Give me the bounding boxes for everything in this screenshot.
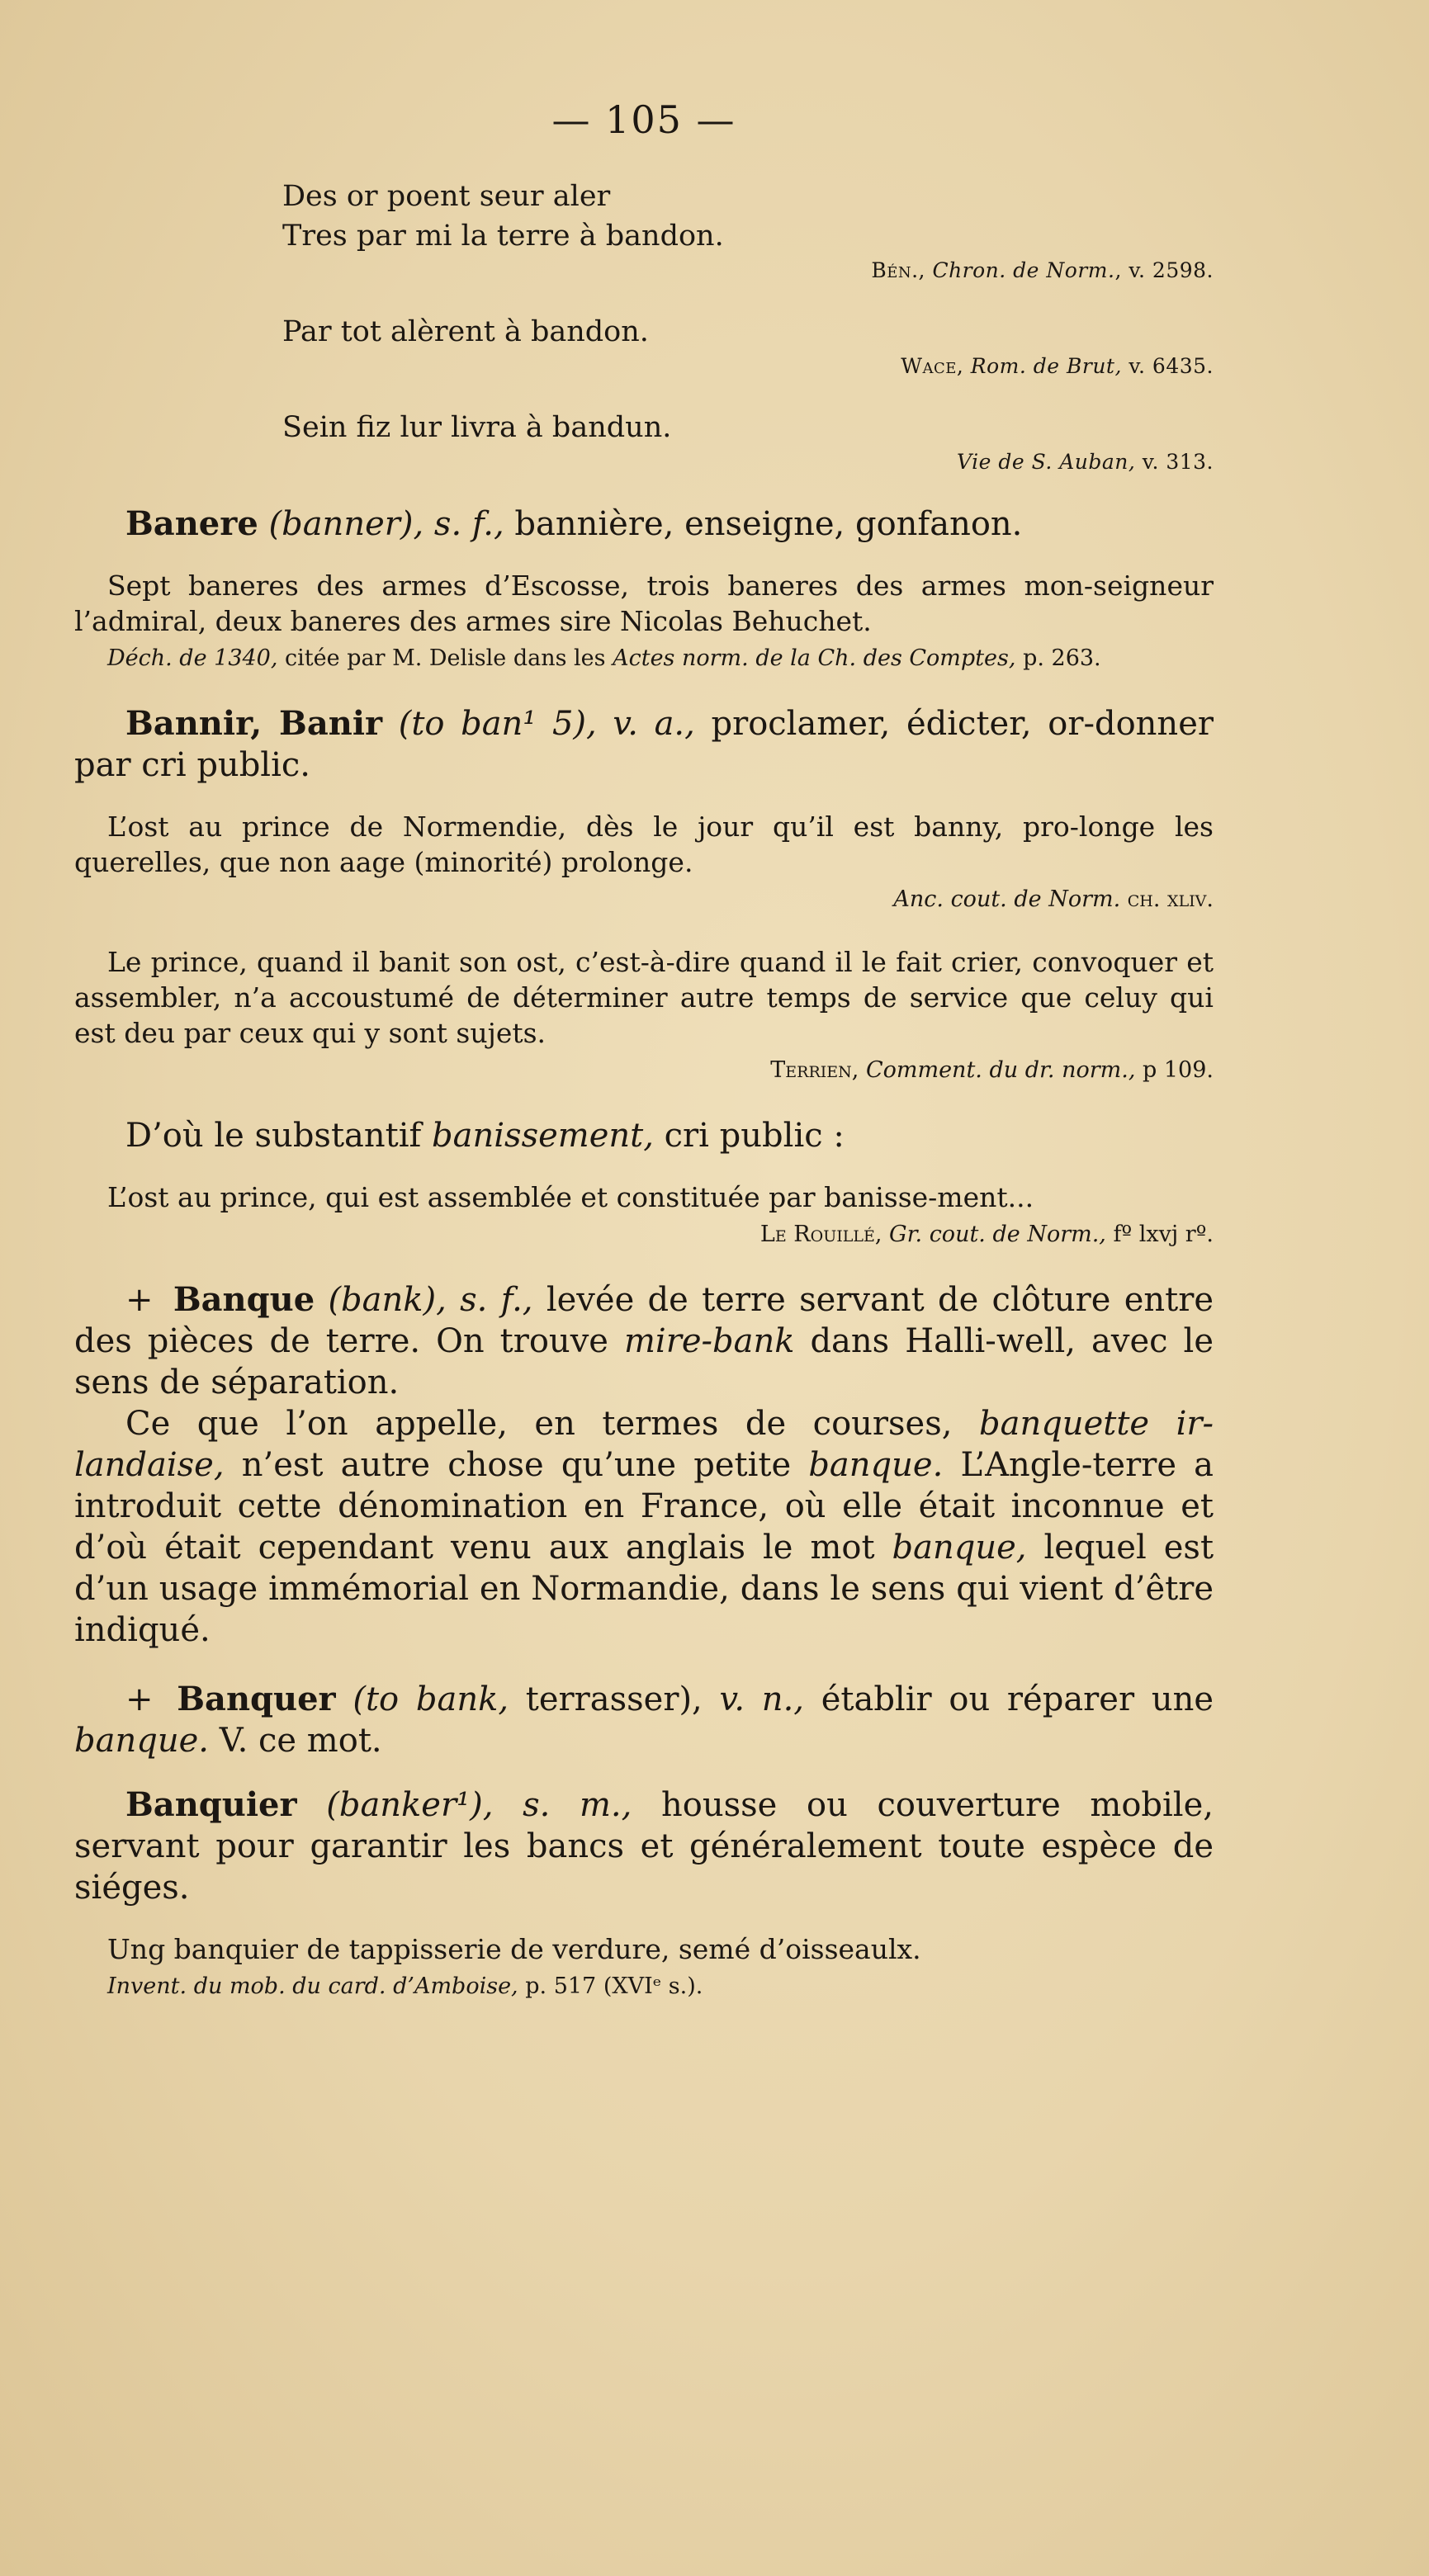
entry-banquier [74, 1784, 1214, 1908]
source-ref: p. 263. [1023, 645, 1101, 671]
source-ref: p. 517 (XVIᵉ s.). [525, 1973, 703, 1999]
entry-banque [74, 1279, 1214, 1403]
headword: Bannir, Banir [125, 704, 383, 743]
citation-source [74, 1972, 1214, 2002]
para-text: n’est autre chose qu’une petite [241, 1446, 792, 1484]
source-mid: citée par M. Delisle dans les [285, 645, 606, 671]
source-ref: p 109. [1143, 1057, 1214, 1083]
verse-source: Bén., Chron. de Norm., v. 2598. [871, 258, 1214, 282]
variant-form: mire-bank [623, 1322, 795, 1360]
definition-pre: établir ou réparer une [821, 1680, 1214, 1718]
headword: Banquier [125, 1785, 297, 1824]
verse-source [74, 447, 1214, 477]
page-number: — 105 — [551, 97, 736, 142]
verse-quote [282, 312, 1214, 352]
text-pre: D’où le substantif [125, 1117, 422, 1155]
entry-banque-paragraph [74, 1403, 1214, 1651]
verse-line: Par tot alèrent à bandon. [282, 315, 649, 348]
source-ref: fº lxvj rº. [1113, 1222, 1214, 1247]
source-title: Actes norm. de la Ch. des Comptes, [613, 645, 1016, 671]
citation-quote: L’ost au prince de Normendie, dès le jour qu’il est banny, pro-longe les querelles, que non aage (minorité) prolonge. [74, 811, 1214, 878]
term: banque, [892, 1529, 1027, 1567]
term: banque. [74, 1722, 209, 1760]
definition-post: dans Halli-well, avec le sens de séparation. [74, 1322, 1214, 1401]
term: banquette ir-landaise, [74, 1405, 1214, 1484]
entry-banissement [74, 1115, 1214, 1156]
source-ref: v. 313. [1142, 450, 1214, 474]
part-of-speech: s. f., [433, 505, 504, 543]
citation-source [74, 644, 1214, 674]
citation-quote: Le prince, quand il banit son ost, c’est-à-dire quand il le fait crier, convoquer et assembler, n’a accoustumé de déterminer autre temps de service que celuy qui est deu par ceux qui y sont sujets. [74, 946, 1214, 1049]
source-title: Chron. de Norm. [932, 258, 1115, 282]
definition-post: V. ce mot. [219, 1722, 382, 1760]
citation-quote: Ung banquier de tappisserie de verdure, semé d’oisseaulx. [107, 1933, 921, 1965]
source-author: Terrien, [770, 1057, 859, 1083]
source-author: Bén. [871, 258, 919, 282]
source-author: Wace, [901, 354, 964, 378]
plus-marker: + [125, 1281, 154, 1319]
source-title: Rom. de Brut, [970, 354, 1122, 378]
para-text: lequel est d’un usage immémorial en Normandie, dans le sens qui vient d’être indiqué. [74, 1529, 1214, 1649]
headword: Banere [125, 504, 258, 543]
verse-source [74, 352, 1214, 381]
verse-quote [282, 408, 1214, 447]
source-title: Anc. cout. de Norm. [893, 886, 1121, 912]
verse-line: Tres par mi la terre à bandon. [282, 220, 724, 253]
part-of-speech: s. m., [523, 1786, 632, 1824]
source-ref: v. 2598. [1129, 258, 1214, 282]
headword: Banquer [177, 1680, 336, 1718]
part-of-speech: v. n., [719, 1680, 804, 1718]
part-of-speech: v. a., [613, 705, 695, 743]
entry-banere [74, 503, 1214, 545]
citation-quote: Sept baneres des armes d’Escosse, trois baneres des armes mon-seigneur l’admiral, deux baneres des armes sire Nicolas Behuchet. [74, 570, 1214, 637]
etymology-gloss: terrasser), [525, 1680, 703, 1718]
page-content [74, 97, 1214, 2031]
citation-quote: L’ost au prince, qui est assemblée et constituée par banisse-ment... [107, 1181, 1034, 1213]
source-title: Vie de S. Auban, [956, 450, 1136, 474]
source-author: Le Rouillé, [759, 1222, 882, 1247]
definition: proclamer, édicter, or-donner par cri public. [74, 705, 1214, 784]
entry-banquer [74, 1679, 1214, 1761]
derived-word: banissement, [432, 1117, 654, 1155]
source-ref: v. 6435. [1129, 354, 1214, 378]
para-text: Ce que l’on appelle, en termes de courses, [125, 1405, 953, 1443]
definition: housse ou couverture mobile, servant pour garantir les bancs et généralement toute espèce de siéges. [74, 1786, 1214, 1907]
etymology: (to ban¹ 5), [398, 705, 597, 743]
etymology: (banner), [268, 505, 424, 543]
para-text: L’Angle-terre a introduit cette dénomination en France, où elle était inconnue et d’où était cependant venu aux anglais le mot [74, 1446, 1214, 1567]
citation-source [74, 885, 1214, 915]
definition-pre: levée de terre servant de clôture entre des pièces de terre. On trouve [74, 1281, 1214, 1360]
term: banque. [808, 1446, 944, 1484]
definition: bannière, enseigne, gonfanon. [514, 505, 1023, 543]
verse-line: Des or poent seur aler [282, 180, 611, 213]
etymology: (to bank, [353, 1680, 509, 1718]
source-title: Comment. du dr. norm., [865, 1057, 1136, 1083]
verse-line: Sein fiz lur livra à bandun. [282, 411, 672, 444]
source-title: Invent. du mob. du card. d’Amboise, [107, 1973, 518, 1999]
etymology: (bank), [328, 1281, 447, 1319]
text-post: cri public : [664, 1117, 845, 1155]
source-ref: ch. xliv. [1127, 886, 1214, 912]
part-of-speech: s. f., [460, 1281, 533, 1319]
etymology: (banker¹), [326, 1786, 494, 1824]
verse-quote [282, 177, 1214, 256]
entry-bannir [74, 703, 1214, 786]
citation-source [74, 1056, 1214, 1085]
plus-marker: + [125, 1680, 154, 1718]
source-pre: Déch. de 1340, [107, 645, 278, 671]
citation-source [74, 1220, 1214, 1250]
source-title: Gr. cout. de Norm., [889, 1222, 1106, 1247]
headword: Banque [173, 1280, 315, 1319]
